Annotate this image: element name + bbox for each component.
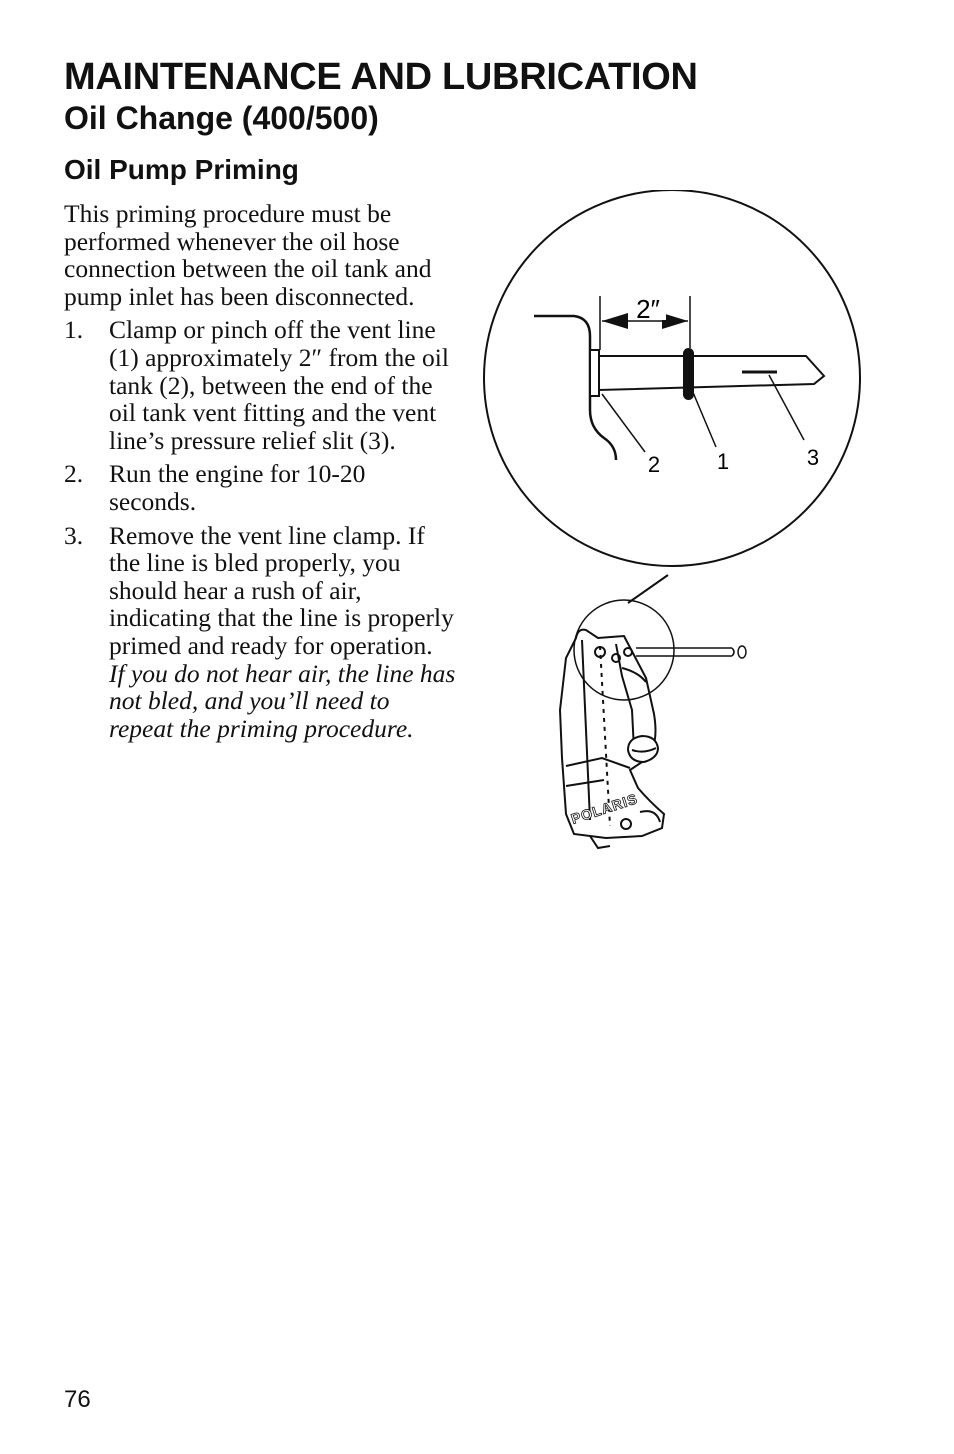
oil-tank-illustration <box>470 190 870 860</box>
step-3 <box>64 522 456 743</box>
step-number: 1. <box>64 315 84 345</box>
tank-brand-label: POLARIS <box>568 790 640 827</box>
step-1 <box>64 316 456 454</box>
exploded-vent-line-end <box>732 648 734 656</box>
step-text: Run the engine for 10-20 seconds. <box>109 459 366 516</box>
step-number: 2. <box>64 459 84 489</box>
step-2 <box>64 460 456 515</box>
exploded-clamp-icon <box>738 646 746 658</box>
magnifier-leader-line <box>628 575 668 603</box>
step-number: 3. <box>64 520 84 550</box>
callout-label-2: 2 <box>647 452 661 477</box>
callout-label-3: 3 <box>806 445 820 470</box>
step-text: Clamp or pinch off the vent line (1) approximately 2″ from the oil tank (2), between the end of the oil tank vent fitting and the vent line’s pressure relief slit (3). <box>109 315 449 455</box>
intro-paragraph: This priming procedure must be performed whenever the oil hose connection between the oil tank and pump inlet has been disconnected. <box>64 199 432 311</box>
step-warning-text: If you do not hear air, the line has not bled, and you’ll need to repeat the priming procedure. <box>109 658 456 743</box>
vent-fitting <box>590 350 599 396</box>
steps-list <box>64 316 456 742</box>
callout-leader-1 <box>692 390 716 447</box>
dimension-arrowhead-left <box>602 313 628 329</box>
procedure-heading: Oil Pump Priming <box>64 154 299 185</box>
step-text: Remove the vent line clamp. If the line is bled properly, you should hear a rush of air, indicating that the line is properly primed and ready for operation. <box>109 520 454 660</box>
dimension-label: 2″ <box>636 294 660 324</box>
subsection-title: Oil Change (400/500) <box>64 100 379 136</box>
section-title: MAINTENANCE AND LUBRICATION <box>64 56 698 98</box>
callout-label-1: 1 <box>716 449 730 474</box>
procedure-body <box>64 200 456 748</box>
vent-line-hose <box>599 356 824 390</box>
page-number: 76 <box>64 1386 91 1413</box>
